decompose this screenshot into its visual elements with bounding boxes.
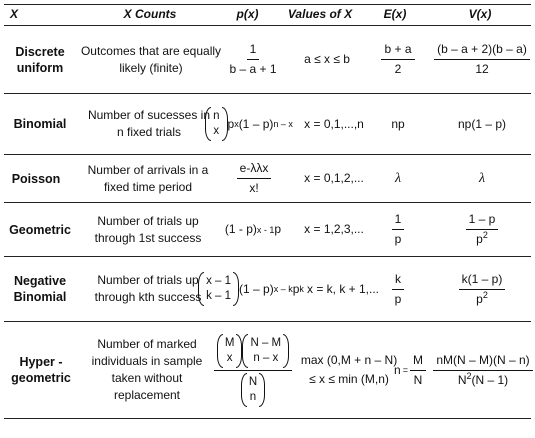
- binom-b-bottom: n – x: [253, 351, 279, 364]
- row-hypergeometric-name: Hyper - geometric: [11, 355, 71, 385]
- binom-c-top: N: [248, 375, 258, 388]
- row-poisson-px: [214, 155, 294, 202]
- header-x: X: [10, 7, 19, 21]
- ex-denominator: p: [394, 232, 402, 246]
- header-x-counts: X Counts: [123, 7, 177, 21]
- row-poisson-ex: λ: [394, 171, 402, 186]
- px-denominator: b – a + 1: [229, 62, 277, 76]
- values-line-2: ≤ x ≤ min (M,n): [309, 372, 389, 386]
- vx-denominator: p: [476, 232, 483, 246]
- ex-denominator: N: [413, 372, 423, 387]
- row-poisson-values: x = 0,1,2,...: [304, 171, 364, 185]
- px-denominator: x!: [249, 181, 259, 195]
- row-binomial-values: x = 0,1,...,n: [304, 116, 364, 131]
- rule-bottom: [4, 418, 531, 419]
- px-numerator: e-λλx: [237, 161, 272, 179]
- vx-den-n-minus-1: (N – 1): [471, 372, 509, 387]
- vx-numerator: k(1 – p): [459, 272, 506, 290]
- row-binomial-px: n x p x (1 – p) n – x: [200, 94, 298, 154]
- header-vx: V(x): [468, 7, 492, 21]
- row-geometric-ex: [372, 203, 424, 256]
- px-one-minus-p: (1 – p): [238, 116, 274, 131]
- ex-n: n: [394, 362, 401, 377]
- row-discrete-uniform-counts: Outcomes that are equally likely (finite): [80, 43, 222, 75]
- binom-a-bottom: x: [226, 351, 233, 364]
- row-geometric-values: x = 1,2,3,...: [304, 222, 364, 236]
- header-ex: E(x): [383, 7, 407, 21]
- px-one-minus-p: (1 – p): [239, 281, 274, 296]
- binom-b-top: N – M: [250, 336, 282, 349]
- binom-bottom: k – 1: [206, 290, 232, 302]
- vx-numerator: nM(N – M)(N – n): [433, 353, 532, 371]
- px-base: (1 - p): [224, 222, 257, 236]
- row-geometric-counts: Number of trials up through 1st success: [94, 213, 202, 245]
- row-negative-binomial-vx: [432, 257, 532, 321]
- row-hypergeometric-vx: [432, 322, 534, 418]
- px-p: p: [274, 222, 282, 236]
- row-binomial-vx: np(1 – p): [457, 116, 507, 131]
- row-geometric-px: (1 - p) x - 1 p: [224, 222, 282, 236]
- ex-denominator: p: [394, 291, 402, 306]
- vx-numerator: 1 – p: [466, 212, 499, 230]
- row-poisson-vx: λ: [478, 171, 486, 186]
- row-negative-binomial-values: x = k, k + 1,...: [306, 281, 380, 296]
- vx-den-exp: 2: [466, 370, 472, 381]
- binom-a-top: M: [224, 336, 235, 349]
- ex-numerator: k: [392, 272, 404, 290]
- vx-numerator: (b – a + 2)(b – a): [434, 42, 530, 60]
- ex-denominator: 2: [394, 62, 402, 76]
- px-p: p: [292, 281, 300, 296]
- values-line-1: max (0,M + n – N): [300, 353, 398, 367]
- row-discrete-uniform-vx: [432, 26, 532, 93]
- ex-numerator: M: [410, 353, 426, 371]
- row-geometric-name: Geometric: [9, 222, 71, 237]
- ex-numerator: b + a: [381, 42, 414, 60]
- binom-top: n: [213, 110, 220, 122]
- row-hypergeometric-counts: Number of marked individuals in sample taken without replacement: [91, 337, 203, 402]
- row-negative-binomial-px: x – 1 k – 1 (1 – p) x – k p k: [196, 257, 306, 321]
- binom-bottom: x: [213, 125, 220, 137]
- vx-den-n: N: [457, 372, 467, 387]
- px-p: p: [227, 116, 235, 131]
- row-negative-binomial-ex: [372, 257, 424, 321]
- binom-c-bottom: n: [249, 390, 257, 403]
- row-discrete-uniform-px: [218, 26, 288, 93]
- vx-denominator: 12: [475, 62, 489, 76]
- binom-top: x – 1: [206, 275, 232, 287]
- ex-equals: =: [402, 364, 408, 375]
- header-px: p(x): [236, 7, 259, 21]
- row-discrete-uniform-ex: [372, 26, 424, 93]
- row-negative-binomial-counts: Number of trials up through kth success: [94, 273, 202, 304]
- header-values: Values of X: [287, 7, 353, 21]
- row-hypergeometric-px: [200, 322, 306, 418]
- vx-den-exp: 2: [482, 230, 488, 240]
- row-discrete-uniform-values: a ≤ x ≤ b: [304, 52, 350, 66]
- row-poisson-name: Poisson: [11, 171, 61, 186]
- row-negative-binomial-name: Negative Binomial: [13, 274, 67, 304]
- row-binomial-counts: Number of sucesses in n fixed trials: [87, 108, 211, 139]
- ex-numerator: 1: [392, 212, 405, 230]
- row-binomial-name: Binomial: [13, 117, 67, 131]
- px-numerator: 1: [247, 42, 260, 60]
- row-hypergeometric-values: [300, 322, 398, 418]
- row-discrete-uniform-name: Discrete uniform: [15, 44, 65, 75]
- row-geometric-vx: [432, 203, 532, 256]
- vx-den-exp: 2: [482, 289, 488, 300]
- vx-denominator: p: [476, 291, 483, 306]
- row-binomial-ex: np: [391, 116, 405, 131]
- row-poisson-counts: Number of arrivals in a fixed time period: [87, 162, 209, 194]
- row-hypergeometric-ex: [386, 322, 434, 418]
